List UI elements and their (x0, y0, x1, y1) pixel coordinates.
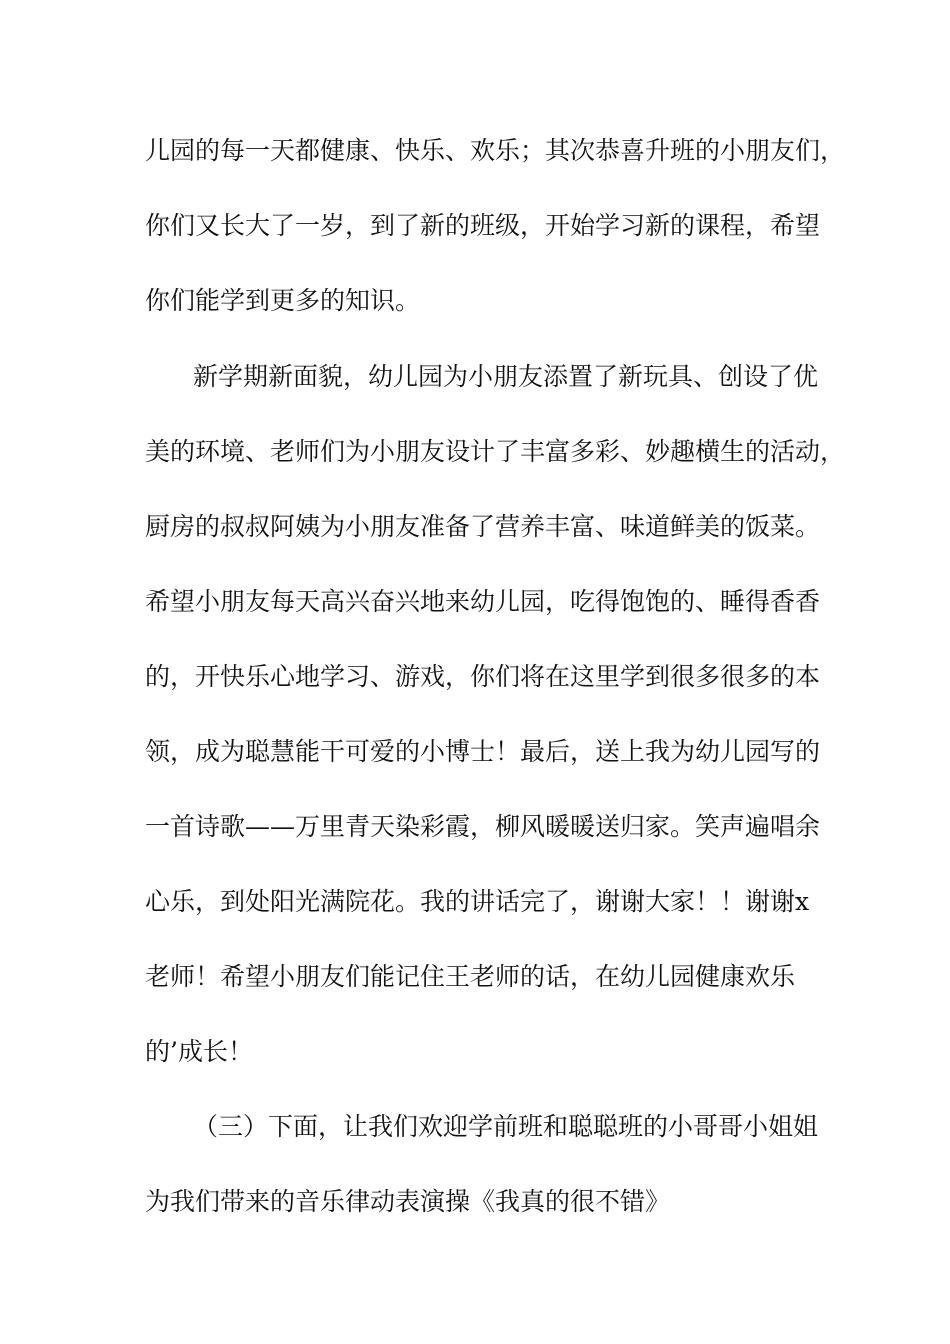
text-line: 的，开快乐心地学习、游戏，你们将在这里学到很多很多的本 (145, 662, 821, 691)
text-line: 领，成为聪慧能干可爱的小博士！最后，送上我为幼儿园写的 (145, 737, 821, 766)
text-line: 你们又长大了一岁，到了新的班级，开始学习新的课程，希望 (145, 211, 821, 240)
paragraph-start-line: 新学期新面貌，幼儿园为小朋友添置了新玩具、创设了优 (193, 362, 819, 391)
text-line: 儿园的每一天都健康、快乐、欢乐；其次恭喜升班的小朋友们， (145, 136, 846, 165)
text-line: 厨房的叔叔阿姨为小朋友准备了营养丰富、味道鲜美的饭菜。 (145, 512, 821, 541)
text-line: 老师！希望小朋友们能记住王老师的话，在幼儿园健康欢乐 (145, 962, 796, 991)
text-line: 一首诗歌——万里青天染彩霞，柳风暖暖送归家。笑声遍唱余 (145, 812, 821, 841)
text-line: 你们能学到更多的知识。 (145, 286, 421, 315)
text-line: 美的环境、老师们为小朋友设计了丰富多彩、妙趣横生的活动， (145, 437, 846, 466)
text-line: 的’成长！ (145, 1037, 253, 1066)
text-line: 希望小朋友每天高兴奋兴地来幼儿园，吃得饱饱的、睡得香香 (145, 587, 821, 616)
text-line: 为我们带来的音乐律动表演操《我真的很不错》 (145, 1187, 671, 1216)
paragraph-start-line: （三）下面，让我们欢迎学前班和聪聪班的小哥哥小姐姐 (193, 1112, 819, 1141)
text-line: 心乐，到处阳光满院花。我的讲话完了，谢谢大家！！谢谢x (145, 887, 810, 916)
